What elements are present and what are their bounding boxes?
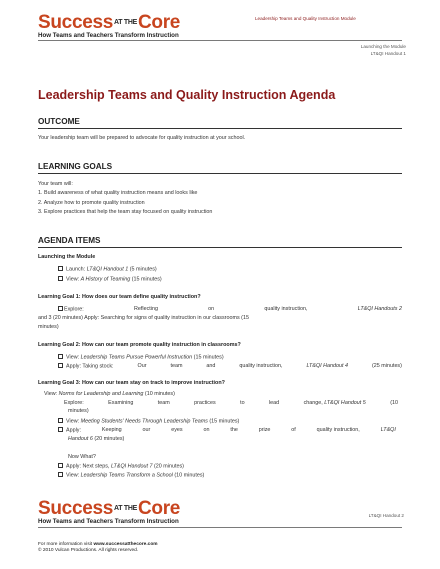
logo-word-core: Core bbox=[137, 12, 181, 33]
logo-word-success: Success bbox=[38, 498, 114, 519]
goal3-line8: Apply: Next steps, LT&QI Handout 7 (20 minutes) bbox=[58, 463, 184, 471]
learning-goal-item: 2. Analyze how to promote quality instruction bbox=[38, 200, 145, 206]
launch-title: Launching the Module bbox=[38, 254, 96, 260]
copyright: © 2010 Vulcan Productions. All rights reserved. bbox=[38, 548, 139, 553]
goal3-line1: View: Norms for Leadership and Learning (10 minutes) bbox=[44, 391, 175, 397]
goal2-line2: Apply: Taking stock: Our team and quality instruction, LT&QI Handout 4 (25 minutes) bbox=[58, 363, 402, 371]
learning-goals-heading: LEARNING GOALS bbox=[38, 162, 402, 174]
goal3-line9: View: Leadership Teams Transform a School (10 minutes) bbox=[58, 472, 204, 480]
logo-word-core: Core bbox=[137, 498, 181, 519]
agenda-item-launch: Launch: LT&QI Handout 1 (5 minutes) bbox=[58, 266, 157, 274]
goal3-title: Learning Goal 3: How can our team stay on track to improve instruction? bbox=[38, 380, 225, 386]
learning-goals-intro: Your team will: bbox=[38, 181, 73, 187]
goal3-line5: Apply: Keeping our eyes on the prize of quality instruction, LT&QI bbox=[58, 427, 396, 435]
header-meta-line2: LT&QI Handout 1 bbox=[370, 50, 406, 56]
learning-goal-item: 1. Build awareness of what quality instruction means and looks like bbox=[38, 190, 198, 196]
page-title: Leadership Teams and Quality Instruction Agenda bbox=[38, 88, 336, 102]
checkbox[interactable] bbox=[58, 363, 63, 368]
logo-tagline: How Teams and Teachers Transform Instruction bbox=[38, 518, 179, 525]
now-what: Now What? bbox=[68, 454, 96, 460]
footer-info: For more information visit www.successatthecore.com © 2010 Vulcan Productions. All rights reserved. bbox=[38, 542, 158, 553]
goal1-title: Learning Goal 1: How does our team define quality instruction? bbox=[38, 294, 201, 300]
header-divider bbox=[38, 40, 402, 41]
checkbox[interactable] bbox=[58, 306, 63, 311]
module-title: Leadership Teams and Quality Instruction Module bbox=[255, 16, 356, 21]
checkbox[interactable] bbox=[58, 463, 63, 468]
checkbox[interactable] bbox=[58, 266, 63, 271]
checkbox[interactable] bbox=[58, 418, 63, 423]
header-meta bbox=[361, 44, 406, 57]
logo-at-the: AT THE bbox=[114, 505, 137, 512]
goal3-line6: Handout 6 (20 minutes) bbox=[68, 436, 125, 442]
checkbox[interactable] bbox=[58, 472, 63, 477]
outcome-text: Your leadership team will be prepared to advocate for quality instruction at your school. bbox=[38, 135, 246, 141]
success-at-the-core-logo bbox=[38, 13, 180, 39]
checkbox[interactable] bbox=[58, 276, 63, 281]
footer-handout-label: LT&QI Handout 2 bbox=[368, 513, 404, 518]
learning-goal-item: 3. Explore practices that help the team stay focused on quality instruction bbox=[38, 209, 213, 215]
outcome-heading: OUTCOME bbox=[38, 117, 402, 129]
website-link[interactable]: www.successatthecore.com bbox=[93, 542, 158, 547]
goal3-line4: View: Meeting Students' Needs Through Leadership Teams (15 minutes) bbox=[58, 418, 239, 426]
goal3-line3: minutes) bbox=[68, 408, 89, 414]
goal3-line2: Explore: Examining team practices to lead change, LT&QI Handout 5 (10 bbox=[64, 400, 398, 406]
goal2-line1: View: Leadership Teams Pursue Powerful Instruction (15 minutes) bbox=[58, 354, 224, 362]
checkbox[interactable] bbox=[58, 354, 63, 359]
goal1-line1: Explore: Reflecting on quality instruction, LT&QI Handouts 2 bbox=[58, 306, 402, 314]
checkbox[interactable] bbox=[58, 427, 63, 432]
footer-divider bbox=[38, 527, 402, 528]
goal2-title: Learning Goal 2: How can our team promote quality instruction in classrooms? bbox=[38, 342, 241, 348]
header-meta-line1: Launching the Module bbox=[360, 44, 406, 49]
goal1-line3: minutes) bbox=[38, 324, 59, 330]
logo-word-success: Success bbox=[38, 12, 114, 33]
logo-tagline: How Teams and Teachers Transform Instruction bbox=[38, 32, 179, 39]
goal1-line2: and 3 (20 minutes) Apply: Searching for signs of quality instruction in our classrooms (15 bbox=[38, 315, 249, 321]
agenda-heading: AGENDA ITEMS bbox=[38, 236, 402, 248]
success-at-the-core-logo-footer bbox=[38, 499, 180, 525]
agenda-item-history: View: A History of Teaming (15 minutes) bbox=[58, 276, 162, 284]
logo-at-the: AT THE bbox=[114, 19, 137, 26]
